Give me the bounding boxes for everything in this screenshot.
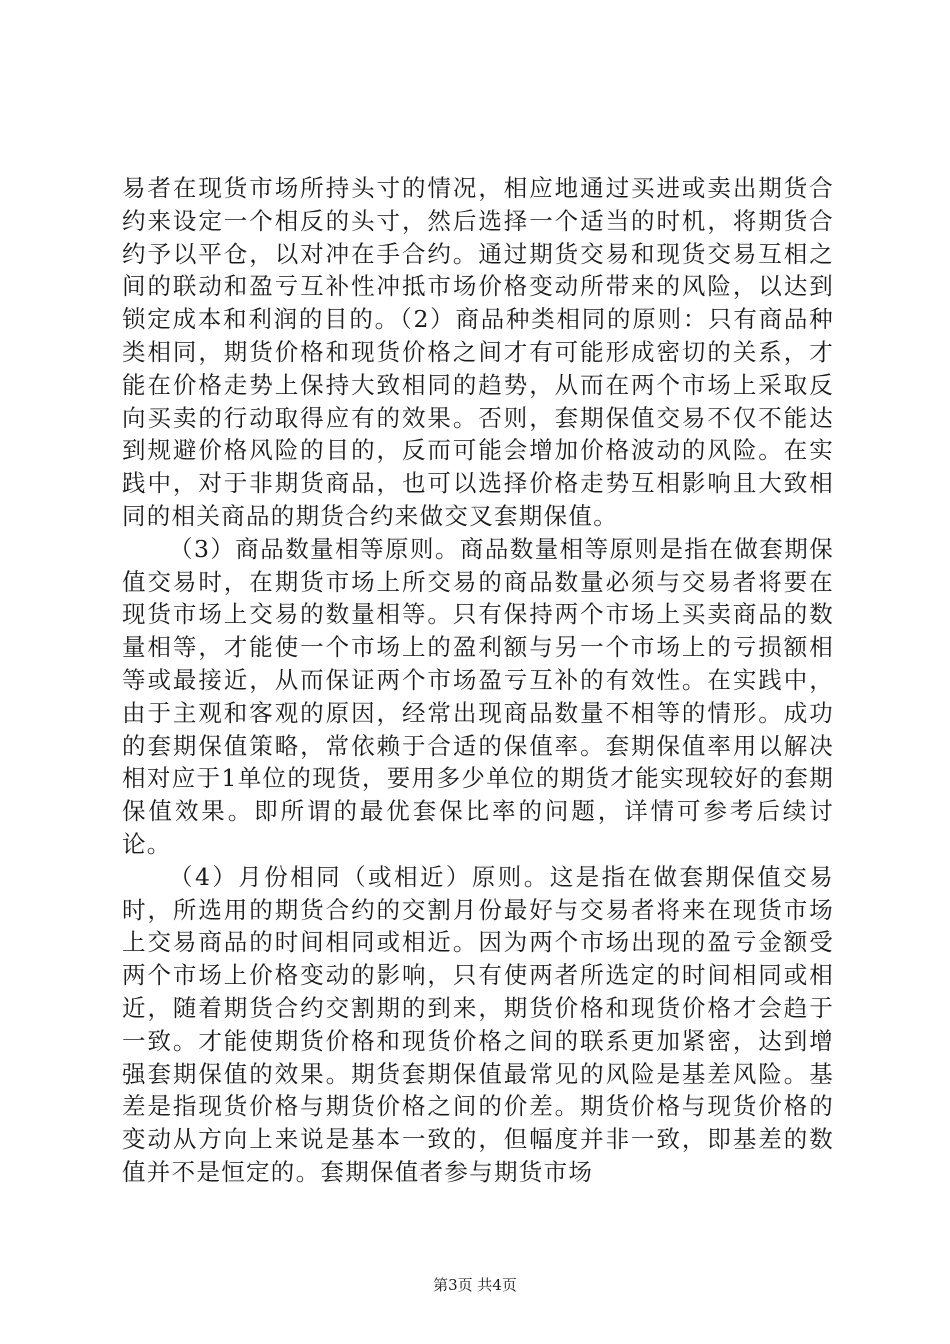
- paragraph-1: 易者在现货市场所持头寸的情况，相应地通过买进或卖出期货合约来设定一个相反的头寸，然后选择一个适当的时机，将期货合约予以平仓，以对冲在手合约。通过期货交易和现货交易互相之间的联动和盈亏互补性冲抵市场价格变动所带来的风险，以达到锁定成本和利润的目的。（2）商品种类相同的原则：只有商品种类相同，期货价格和现货价格之间才有可能形成密切的关系，才能在价格走势上保持大致相同的趋势，从而在两个市场上采取反向买卖的行动取得应有的效果。否则，套期保值交易不仅不能达到规避价格风险的目的，反而可能会增加价格波动的风险。在实践中，对于非期货商品，也可以选择价格走势互相影响且大致相同的相关商品的期货合约来做交叉套期保值。: [122, 174, 834, 530]
- paragraph-3: （4）月份相同（或相近）原则。这是指在做套期保值交易时，所选用的期货合约的交割月份最好与交易者将来在现货市场上交易商品的时间相同或相近。因为两个市场出现的盈亏金额受两个市场上价格变动的影响，只有使两者所选定的时间相同或相近，随着期货合约交割期的到来，期货价格和现货价格才会趋于一致。才能使期货价格和现货价格之间的联系更加紧密，达到增强套期保值的效果。期货套期保值最常见的风险是基差风险。基差是指现货价格与期货价格之间的价差。期货价格与现货价格的变动从方向上来说是基本一致的，但幅度并非一致，即基差的数值并不是恒定的。套期保值者参与期货市场: [122, 862, 834, 1186]
- paragraph-2: （3）商品数量相等原则。商品数量相等原则是指在做套期保值交易时，在期货市场上所交易的商品数量必须与交易者将要在现货市场上交易的数量相等。只有保持两个市场上买卖商品的数量相等，才能使一个市场上的盈利额与另一个市场上的亏损额相等或最接近，从而保证两个市场盈亏互补的有效性。在实践中，由于主观和客观的原因，经常出现商品数量不相等的情形。成功的套期保值策略，常依赖于合适的保值率。套期保值率用以解决相对应于1单位的现货，要用多少单位的期货才能实现较好的套期保值效果。即所谓的最优套保比率的问题，详情可参考后续讨论。: [122, 534, 834, 858]
- body-text: [122, 172, 834, 1189]
- page-footer: 第3页 共4页: [433, 1276, 517, 1294]
